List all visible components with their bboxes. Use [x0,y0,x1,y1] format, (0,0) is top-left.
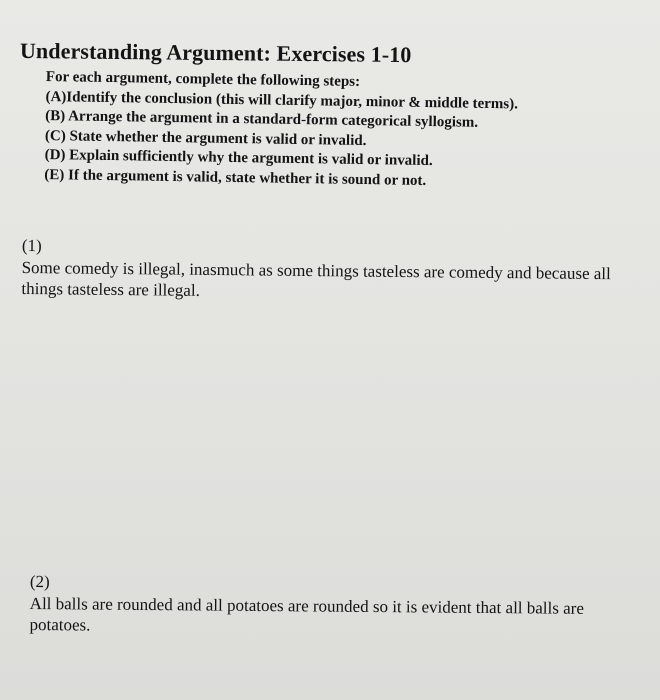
instructions-block [44,68,518,192]
step-c: (C) State whether the argument is valid or invalid. [44,127,367,149]
exercise-2 [29,571,630,640]
step-a: (A)Identify the conclusion (this will clarify major, minor & middle terms). [45,88,519,112]
exercise-1 [21,235,642,305]
step-d: (D) Explain sufficiently why the argument is valid or invalid. [44,146,433,170]
worksheet-title: Understanding Argument: Exercises 1-10 [19,38,412,68]
exercise-2-text: All balls are rounded and all potatoes are rounded so it is evident that all balls are potatoes. [29,593,584,635]
exercise-1-number: (1) [21,235,42,256]
exercise-2-number: (2) [29,571,50,592]
step-e: (E) If the argument is valid, state whether it is sound or not. [44,166,427,189]
instructions-intro: For each argument, complete the following steps: [45,68,361,90]
exercise-1-text: Some comedy is illegal, inasmuch as some things tasteless are comedy and because all things tasteless are illegal. [21,257,611,300]
step-b: (B) Arrange the argument in a standard-form categorical syllogism. [45,107,479,131]
